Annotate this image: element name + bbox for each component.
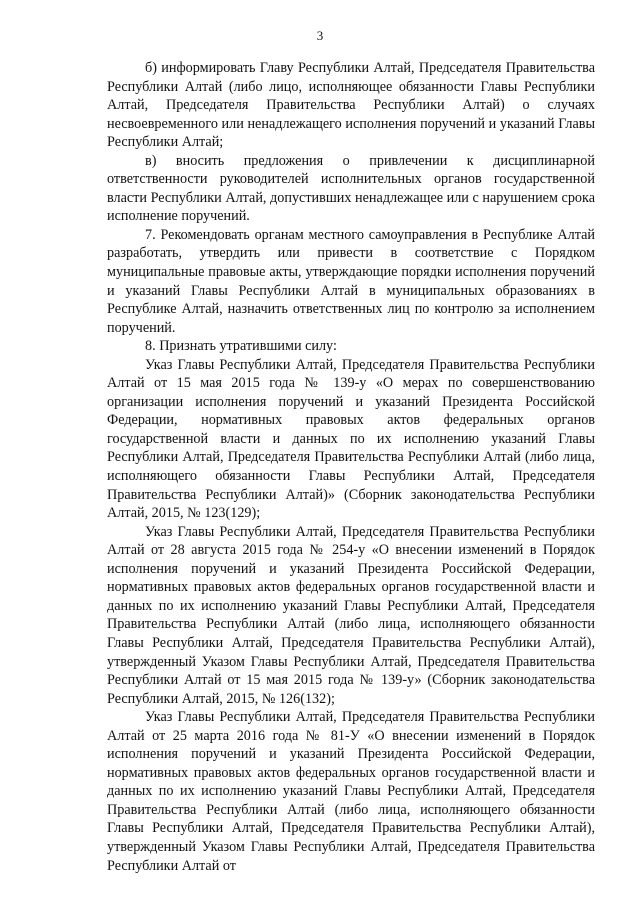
document-body	[107, 59, 595, 875]
paragraph-item-v: в) вносить предложения о привлечении к дисциплинарной ответственности руководителей исполнительных органов государственной власти Республики Алтай, допустивших ненадлежащее или с нарушением срока исполнение поручений.	[107, 152, 595, 225]
paragraph-point-7: 7. Рекомендовать органам местного самоуправления в Республике Алтай разработать, утвердить или привести в соответствие с Порядком муниципальные правовые акты, утверждающие порядки исполнения поручений и указаний Главы Республики Алтай в муниципальных образованиях в Республике Алтай, назначить ответственных лиц по контролю за исполнением поручений.	[107, 226, 595, 336]
paragraph-decree-139: Указ Главы Республики Алтай, Председателя Правительства Республики Алтай от 15 мая 2015 года № 139-у «О мерах по совершенствованию организации исполнения поручений и указаний Президента Российской Федерации, нормативных правовых актов федеральных органов государственной власти и данных по их исполнению указаний Главы Республики Алтай, Председателя Правительства Республики Алтай (либо лица, исполняющего обязанности Главы Республики Алтай, Председателя Правительства Республики Алтай)» (Сборник законодательства Республики Алтай, 2015, № 123(129);	[107, 356, 595, 522]
paragraph-decree-81: Указ Главы Республики Алтай, Председателя Правительства Республики Алтай от 25 марта 2016 года № 81-У «О внесении изменений в Порядок исполнения поручений и указаний Президента Российской Федерации, нормативных правовых актов федеральных органов государственной власти и данных по их исполнению указаний Главы Республики Алтай, Председателя Правительства Республики Алтай (либо лица, исполняющего обязанности Главы Республики Алтай, Председателя Правительства Республики Алтай), утвержденный Указом Главы Республики Алтай, Председателя Правительства Республики Алтай от	[107, 709, 595, 874]
paragraph-decree-254: Указ Главы Республики Алтай, Председателя Правительства Республики Алтай от 28 августа 2015 года № 254-у «О внесении изменений в Порядок исполнения поручений и указаний Президента Российской Федерации, нормативных правовых актов федеральных органов государственной власти и данных по их исполнению указаний Главы Республики Алтай, Председателя Правительства Республики Алтай (либо лица, исполняющего обязанности Главы Республики Алтай, Председателя Правительства Республики Алтай), утвержденный Указом Главы Республики Алтай, Председателя Правительства Республики Алтай от 15 мая 2015 года № 139-у» (Сборник законодательства Республики Алтай, 2015, № 126(132);	[107, 523, 595, 707]
paragraph-point-8: 8. Признать утратившими силу:	[145, 338, 337, 355]
page-number: 3	[316, 28, 324, 43]
paragraph-item-b: б) информировать Главу Республики Алтай, Председателя Правительства Республики Алтай (либо лицо, исполняющее обязанности Главы Республики Алтай, Председателя Правительства Республики Алтай) о случаях несвоевременного или ненадлежащего исполнения поручений и указаний Главы Республики Алтай;	[107, 60, 595, 151]
